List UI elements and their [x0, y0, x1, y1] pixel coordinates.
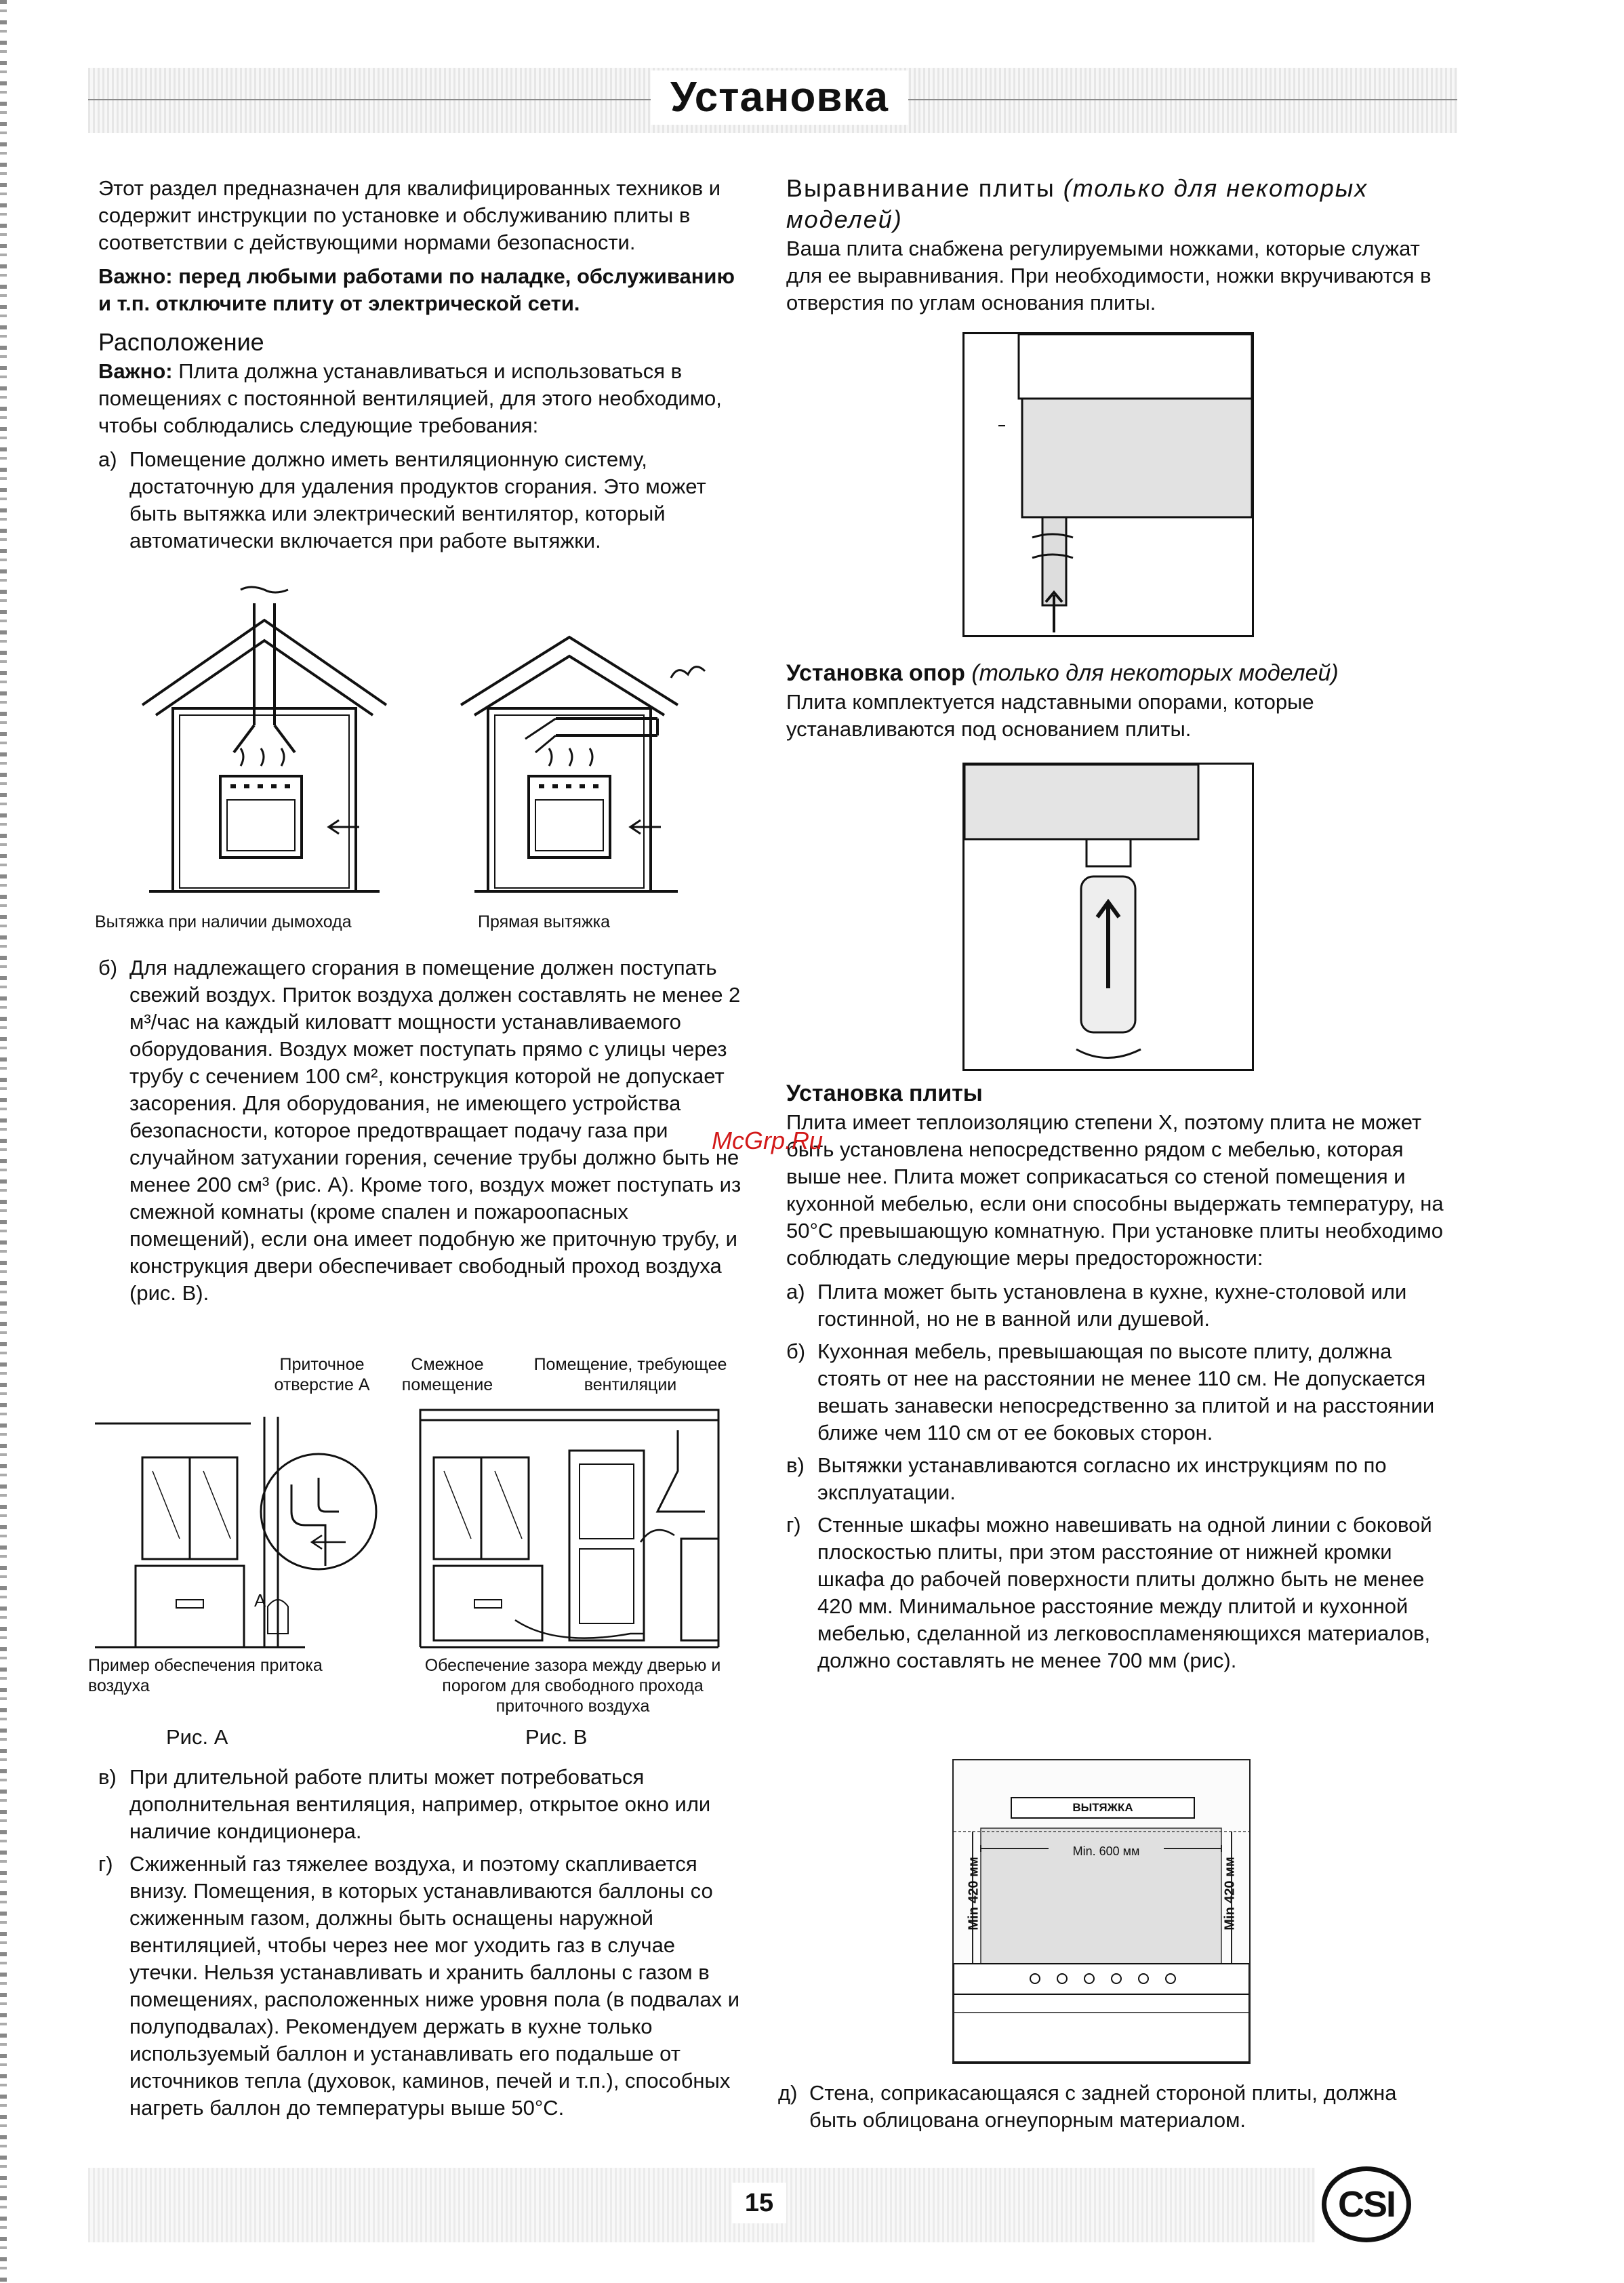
- left-column-top: [98, 175, 749, 560]
- item-text: При длительной работе плиты может потребоваться дополнительная вентиляция, например, открытое окно или наличие кондиционера.: [129, 1765, 711, 1843]
- left-column-middle: [98, 954, 749, 1312]
- list-item-a: [98, 446, 749, 554]
- right-column-supports: [786, 658, 1444, 750]
- house-chimney: [142, 587, 386, 891]
- figure2-marker-a: А: [254, 1590, 266, 1611]
- list-item-b: [98, 954, 749, 1307]
- clearance-figure: [952, 1759, 1251, 2064]
- right-column-leveling: [786, 173, 1444, 323]
- leveling-paragraph: Ваша плита снабжена регулируемыми ножками, которые служат для ее выравнивания. При необходимости, ножки вкручиваются в отверстия по углам основания плиты.: [786, 237, 1432, 315]
- binding-edge: [0, 0, 7, 2283]
- ventilation-figure: [95, 583, 746, 902]
- left-column-bottom: [98, 1764, 749, 2127]
- figure2-caption-right: Обеспечение зазора между дверью и порогом для свободного прохода приточного воздуха: [424, 1656, 721, 1716]
- supports-figure: [962, 763, 1254, 1071]
- list-item-v: [98, 1764, 749, 1845]
- list-item-g: [98, 1851, 749, 2122]
- house-direct: [461, 637, 705, 891]
- figure-a-title: Рис. А: [166, 1725, 228, 1749]
- item-marker: д): [778, 2081, 798, 2105]
- supports-heading-text: Установка опор: [786, 660, 965, 686]
- item-marker: б): [98, 956, 118, 979]
- right-column-bottom: [778, 2080, 1446, 2139]
- footer-band: [88, 2168, 1315, 2242]
- csi-logo: CSI: [1322, 2166, 1411, 2242]
- figure2-label-adjacent: Смежное помещение: [401, 1355, 493, 1394]
- location-text: Плита должна устанавливаться и использоваться в помещениях с постоянной вентиляцией, для этого необходимо, чтобы соблюдались следующие требования:: [98, 359, 722, 437]
- item-text: Вытяжки устанавливаются согласно их инструкциям по по эксплуатации.: [817, 1453, 1387, 1504]
- list-item: [786, 1512, 1444, 1674]
- item-text: Плита может быть установлена в кухне, кухне-столовой или гостинной, но не в ванной или душевой.: [817, 1280, 1407, 1331]
- figure2-label-room: Помещение, требующее вентиляции: [533, 1355, 727, 1394]
- min420-left-label: Min 420 мм: [966, 1857, 981, 1931]
- watermark: McGrp.Ru: [712, 1127, 824, 1154]
- list-item: [786, 1452, 1444, 1506]
- leveling-heading-text: Выравнивание плиты: [786, 174, 1055, 202]
- list-item: [786, 1278, 1444, 1333]
- air-inlet-figure: [95, 1403, 746, 1661]
- figure-b: [420, 1410, 718, 1647]
- item-marker: б): [786, 1339, 806, 1363]
- figure1-caption-right: Прямая вытяжка: [478, 912, 611, 931]
- list-item-d: [778, 2080, 1446, 2134]
- item-marker: в): [786, 1453, 805, 1477]
- page-number: 15: [732, 2183, 786, 2223]
- supports-heading: [786, 658, 1444, 689]
- figure2-caption-left: Пример обеспечения притока воздуха: [88, 1656, 323, 1695]
- install-heading: Установка плиты: [786, 1080, 983, 1106]
- list-item: [786, 1338, 1444, 1447]
- item-text: Для надлежащего сгорания в помещение должен поступать свежий воздух. Приток воздуха должен составлять не менее 2 м³/час на каждый киловатт мощности устанавливаемого оборудования. Воздух может поступать прямо с улицы через трубу с сечением 100 см², конструкция которой не допускает засорения. Для оборудования, не имеющего устройства безопасности, которое предотвращает подачу газа при случайном затухании горения, сечение трубы должно быть не менее 200 см³ (рис. А). Кроме того, воздух может поступать из смежной комнаты (кроме спален и пожароопасных помещений), если она имеет подобную же приточную трубу, и конструкция двери обеспечивает свободный проход воздуха (рис. В).: [129, 956, 742, 1305]
- item-marker: а): [786, 1280, 805, 1304]
- item-marker: в): [98, 1765, 117, 1789]
- item-marker: г): [98, 1852, 113, 1876]
- location-heading: Расположение: [98, 328, 264, 356]
- location-important-label: Важно:: [98, 359, 173, 383]
- supports-note: (только для некоторых моделей): [971, 660, 1339, 686]
- min420-right-label: Min 420 мм: [1222, 1857, 1238, 1931]
- intro-paragraph: Этот раздел предназначен для квалифицированных техников и содержит инструкции по установке и обслуживанию плиты в соответствии с действующими нормами безопасности.: [98, 176, 721, 254]
- leveling-feet-figure: [962, 332, 1254, 637]
- supports-paragraph: Плита комплектуется надставными опорами, которые устанавливаются под основанием плиты.: [786, 690, 1314, 741]
- page-title: Установка: [651, 70, 908, 125]
- item-text: Сжиженный газ тяжелее воздуха, и поэтому скапливается внизу. Помещения, в которых устанавливаются баллоны со сжиженным газом, должны быть оснащены наружной вентиляцией, чтобы через нее мог уходить газ в случае утечки. Нельзя устанавливать и хранить баллоны с газом в помещениях, расположенных ниже уровня пола (в подвалах и полуподвалах). Рекомендуем держать в кухне только используемый баллон и устанавливать его подальше от источников тепла (духовок, каминов, печей и т.п.), способных нагреть баллон до температуры выше 50°С.: [129, 1852, 740, 2120]
- min600-label: Min. 600 мм: [1049, 1844, 1164, 1859]
- leveling-heading: [786, 173, 1444, 235]
- figure-a: [95, 1417, 376, 1647]
- item-text: Стенные шкафы можно навешивать на одной линии с боковой плоскостью плиты, при этом расстояние от нижней кромки шкафа до рабочей поверхности плиты должно быть не менее 420 мм. Минимальное расстояние между плитой и кухонной мебелью, сделанной из легковоспламеняющихся материалов, должно составлять не менее 700 мм (рис).: [817, 1513, 1432, 1672]
- install-paragraph: Плита имеет теплоизоляцию степени X, поэтому плита не может быть установлена непосредственно рядом с мебелью, которая выше нее. Плита может соприкасаться со стеной помещения и кухонной мебелью, если они способны выдержать температуру, на 50°С превышающую комнатную. При установке плиты необходимо соблюдать следующие меры предосторожности:: [786, 1110, 1444, 1270]
- item-text: Помещение должно иметь вентиляционную систему, достаточную для удаления продуктов сгорания. Это может быть вытяжка или электрический вентилятор, который автоматически включается при работе вытяжки.: [129, 447, 706, 552]
- location-paragraph: [98, 358, 749, 439]
- item-marker: г): [786, 1513, 801, 1537]
- figure1-caption-left: Вытяжка при наличии дымохода: [95, 912, 352, 931]
- figure-b-title: Рис. В: [525, 1725, 588, 1749]
- item-text: Стена, соприкасающаяся с задней стороной плиты, должна быть облицована огнеупорным материалом.: [809, 2081, 1397, 2132]
- item-text: Кухонная мебель, превышающая по высоте плиту, должна стоять от нее на расстоянии не менее 110 см. Не допускается вешать занавески непосредственно за плитой и на расстоянии ближе чем 110 см от ее боковых сторон.: [817, 1339, 1435, 1444]
- warning-paragraph: Важно: перед любыми работами по наладке, обслуживанию и т.п. отключите плиту от электрической сети.: [98, 264, 735, 315]
- item-marker: а): [98, 447, 117, 471]
- hood-label: ВЫТЯЖКА: [1072, 1801, 1133, 1814]
- right-column-install: [786, 1078, 1444, 1680]
- figure2-label-inlet: Приточное отверстие А: [274, 1355, 370, 1394]
- leveling-note: (только для некоторых моделей): [786, 174, 1368, 233]
